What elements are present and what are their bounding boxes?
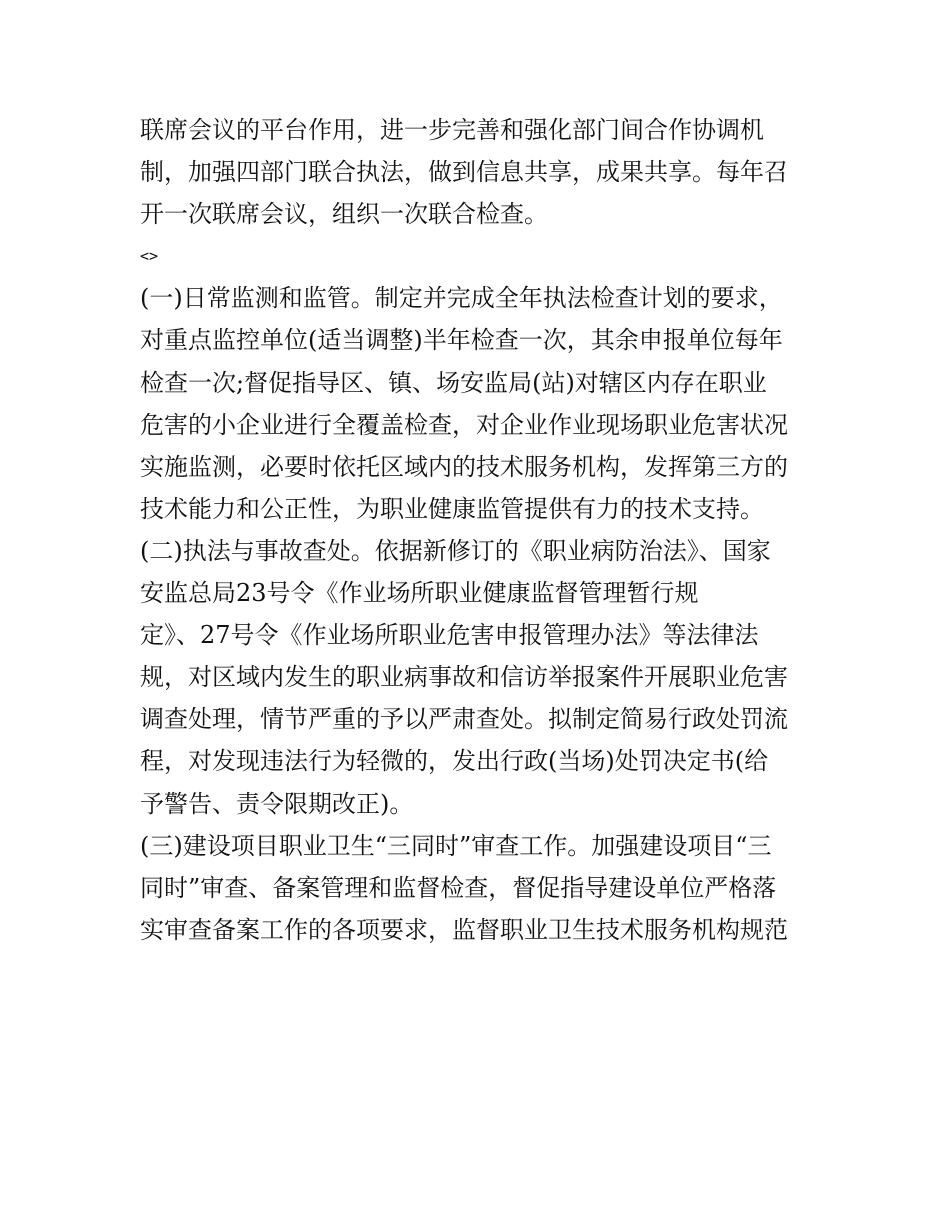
text-line-18: (三)建设项目职业卫生“三同时”审查工作。加强建设项目“三 <box>140 831 772 860</box>
text-line-4-marker: <> <box>140 247 159 266</box>
text-line-8: 危害的小企业进行全覆盖检查，对企业作业现场职业危害状况 <box>140 410 788 439</box>
text-line-2: 制，加强四部门联合执法，做到信息共享，成果共享。每年召 <box>140 158 788 187</box>
text-line-17: 予警告、责令限期改正)。 <box>140 789 414 818</box>
text-line-7: 检查一次;督促指导区、镇、场安监局(站)对辖区内存在职业 <box>140 368 767 397</box>
text-line-12: 安监总局23号令《作业场所职业健康监督管理暂行规 <box>140 579 699 608</box>
text-line-9: 实施监测，必要时依托区域内的技术服务机构，发挥第三方的 <box>140 452 788 481</box>
text-line-13: 定》、27号令《作业场所职业危害申报管理办法》等法律法 <box>140 621 759 650</box>
text-line-10: 技术能力和公正性，为职业健康监管提供有力的技术支持。 <box>140 494 764 523</box>
text-line-16: 程，对发现违法行为轻微的，发出行政(当场)处罚决定书(给 <box>140 747 769 776</box>
text-line-14: 规，对区域内发生的职业病事故和信访举报案件开展职业危害 <box>140 663 788 692</box>
document-body <box>140 109 820 951</box>
text-line-5: (一)日常监测和监管。制定并完成全年执法检查计划的要求， <box>140 284 783 313</box>
text-line-20: 实审查备案工作的各项要求，监督职业卫生技术服务机构规范 <box>140 915 788 944</box>
text-line-3: 开一次联席会议，组织一次联合检查。 <box>140 200 548 229</box>
text-line-1: 联席会议的平台作用，进一步完善和强化部门间合作协调机 <box>140 116 764 144</box>
text-line-19: 同时”审查、备案管理和监督检查，督促指导建设单位严格落 <box>140 873 777 902</box>
text-line-6: 对重点监控单位(适当调整)半年检查一次，其余申报单位每年 <box>140 326 783 355</box>
text-line-15: 调查处理，情节严重的予以严肃查处。拟制定简易行政处罚流 <box>140 705 788 734</box>
text-line-11: (二)执法与事故查处。依据新修订的《职业病防治法》、国家 <box>140 536 771 565</box>
